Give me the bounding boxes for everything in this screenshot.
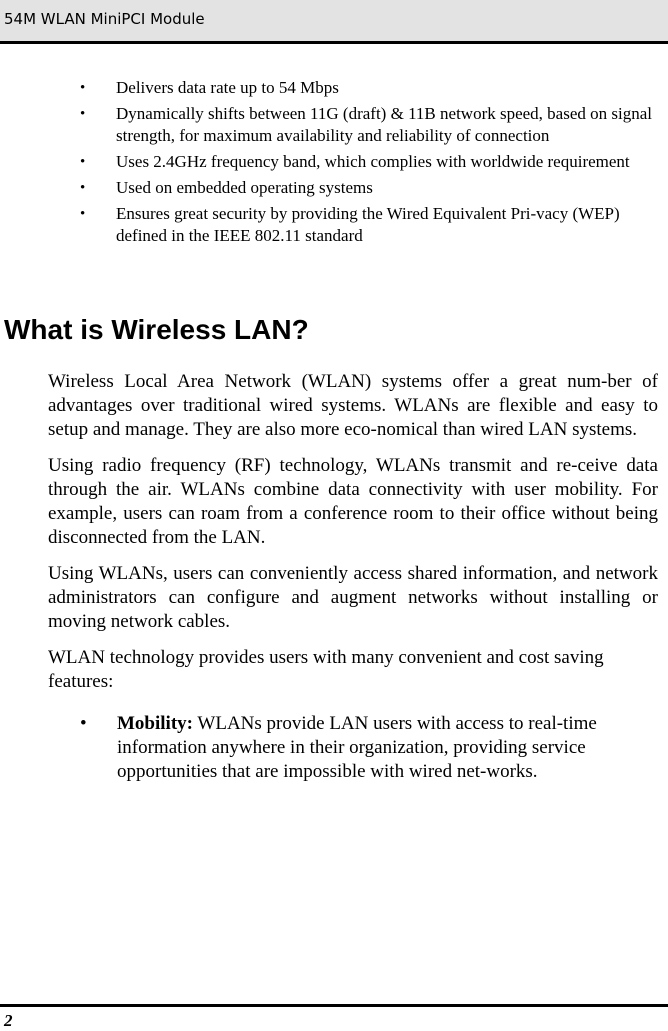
- feature-label: Mobility:: [117, 713, 193, 734]
- paragraph: WLAN technology provides users with many convenient and cost saving features:: [48, 647, 604, 692]
- bullet-icon: •: [80, 106, 86, 122]
- bullet-icon: •: [80, 180, 86, 196]
- page-header: [0, 0, 668, 44]
- list-item-text: Uses 2.4GHz frequency band, which complies with worldwide requirement: [116, 152, 630, 171]
- feature-text: WLANs provide LAN users with access to real-time information anywhere in their organization, providing service opportunities that are impossible with wired net-works.: [117, 713, 597, 782]
- paragraph: Using WLANs, users can conveniently access shared information, and network administrators can configure and augment networks without installing or moving network cables.: [48, 563, 658, 632]
- footer-divider: [0, 1004, 668, 1007]
- list-item-text: Used on embedded operating systems: [116, 178, 373, 197]
- bullet-icon: •: [80, 206, 86, 222]
- list-item-text: Delivers data rate up to 54 Mbps: [116, 78, 339, 97]
- list-item: [0, 103, 668, 147]
- bullet-icon: •: [80, 713, 87, 734]
- section-heading: What is Wireless LAN?: [4, 314, 309, 345]
- paragraph: Wireless Local Area Network (WLAN) systems offer a great num-ber of advantages over traditional wired systems. WLANs are flexible and easy to setup and manage. They are also more eco-nomical than wired LAN systems.: [48, 371, 658, 440]
- bullet-icon: •: [80, 80, 86, 96]
- feature-bullet-list: [0, 77, 668, 251]
- list-item: [0, 177, 668, 199]
- list-item: [0, 203, 668, 247]
- benefit-list: [48, 712, 658, 784]
- page-number: 2: [4, 1011, 13, 1030]
- bullet-icon: •: [80, 154, 86, 170]
- section-body: [48, 370, 658, 784]
- paragraph: Using radio frequency (RF) technology, WLANs transmit and re-ceive data through the air. WLANs combine data connectivity with user mobility. For example, users can roam from a conference room to their office without being disconnected from the LAN.: [48, 455, 658, 548]
- list-item: [0, 151, 668, 173]
- list-item-text: Dynamically shifts between 11G (draft) & 11B network speed, based on signal strength, for maximum availability and reliability of connection: [116, 104, 652, 145]
- list-item-text: Ensures great security by providing the Wired Equivalent Pri-vacy (WEP) defined in the IEEE 802.11 standard: [116, 204, 620, 245]
- list-item: [48, 712, 658, 784]
- list-item: [0, 77, 668, 99]
- header-title: 54M WLAN MiniPCI Module: [4, 10, 205, 28]
